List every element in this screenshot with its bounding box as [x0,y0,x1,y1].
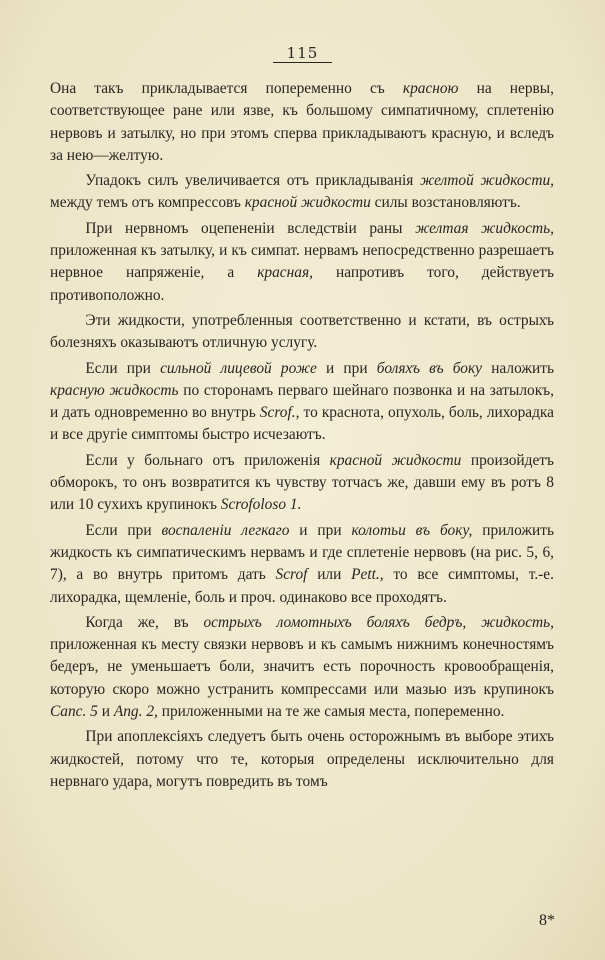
text-run: приложенная къ затылку, и къ симпат. нервамъ непосредственно разрешаетъ нервное напряженіе, а [50,242,554,282]
italic-phrase: желтая жидкость, [415,219,554,237]
text-run: по сторонамъ перваго шейнаго позвонка и на затылокъ, и дать одновременно во внутрь [50,381,554,422]
text-run: Если у больнаго отъ приложенія [85,451,330,469]
italic-phrase: Ang. 2, [113,703,158,721]
text-run: приложенными на те же самыя места, попеременно. [157,703,505,721]
text-run: приложенная къ месту связки нервовъ и къ самымъ нижнимъ конечностямъ бедеръ, не уменьшаетъ боли, значитъ есть порочность кровообращенія, которую скоро можно устранить компрессами или мазью изъ крупинокъ [50,636,554,698]
italic-phrase: красною [402,80,459,97]
paragraph [50,218,554,307]
italic-phrase: сильной лицевой роже [160,359,317,377]
text-run: Упадокъ силъ увеличивается отъ прикладыванія [85,172,420,190]
text-run: наложить [482,359,554,377]
paragraph [50,310,554,355]
italic-phrase: Pett., [351,566,384,584]
text-run: Если при [85,521,162,539]
text-run: произойдетъ обморокъ, то онъ возвратится къ чувству тотчасъ же, давши ему въ ротъ 8 или 10 сухихъ крупинокъ [50,451,554,514]
text-run: и [97,703,114,721]
paragraph [50,78,554,167]
body-text [50,78,554,793]
text-run: приложить жидкость къ симпатическимъ нервамъ и где сплетеніе нервовъ (на рис. 5, 6, 7), а во внутрь притомъ дать [50,521,555,584]
text-run: При нервномъ оцепененіи вследствіи раны [85,219,416,237]
text-run: то краснота, опухоль, боль, лихорадка и все другіе симптомы быстро исчезаютъ. [50,404,554,444]
italic-phrase: боляхъ въ боку [376,359,483,377]
italic-phrase: острыхъ ломотныхъ боляхъ бедръ, жидкость, [203,613,554,631]
text-run: на нервы, соответствующее ране или язве, къ большому симпатичному, сплетенію нервовъ и затылку, но при этомъ сперва прикладываютъ красную, и вследъ за нею—желтую. [50,80,554,164]
text-run: силы возстановляютъ. [370,194,521,212]
text-run: напротивъ того, действуетъ противоположно. [50,264,555,304]
signature-mark: 8* [539,912,555,929]
paragraph [50,450,554,517]
italic-phrase: красную жидкость [50,381,179,399]
italic-phrase: красной жидкости [244,194,371,212]
paragraph [50,612,554,723]
italic-phrase: колотьи въ боку, [351,521,473,539]
paragraph [50,726,554,793]
italic-phrase: желтой жидкости, [420,172,555,190]
page-number [0,44,605,62]
text-run: При апоплексіяхъ следуетъ быть очень осторожнымъ въ выборе этихъ жидкостей, потому что те, которыя определены исключительно для нервнаго удара, могутъ повредить въ томъ [50,728,554,790]
paragraph [50,358,554,447]
italic-phrase: воспаленіи легкаго [161,521,290,539]
text-run: Она такъ прикладывается попеременно съ [50,80,403,97]
italic-phrase: красной жидкости [329,451,462,469]
paragraph [50,520,554,609]
italic-phrase: Scrof [275,566,308,584]
page-number-text: 115 [273,44,333,63]
text-run: и при [316,359,377,377]
text-run: или [307,566,352,584]
text-run: Если при [85,359,161,377]
italic-phrase: Scrofoloso 1. [220,496,302,514]
paragraph [50,170,554,215]
text-run: Эти жидкости, употребленныя соответственно и кстати, въ острыхъ болезняхъ оказываютъ отличную услугу. [50,311,554,352]
italic-phrase: красная, [257,264,313,282]
text-run: и при [289,521,352,539]
text-run: между темъ отъ компрессовъ [50,194,245,212]
text-run: Когда же, въ [85,613,204,631]
italic-phrase: Canc. 5 [50,703,98,721]
italic-phrase: Scrof., [259,404,300,422]
text-run: то все симптомы, т.-е. лихорадка, щемленіе, боль и проч. одинаково все проходятъ. [50,566,554,606]
